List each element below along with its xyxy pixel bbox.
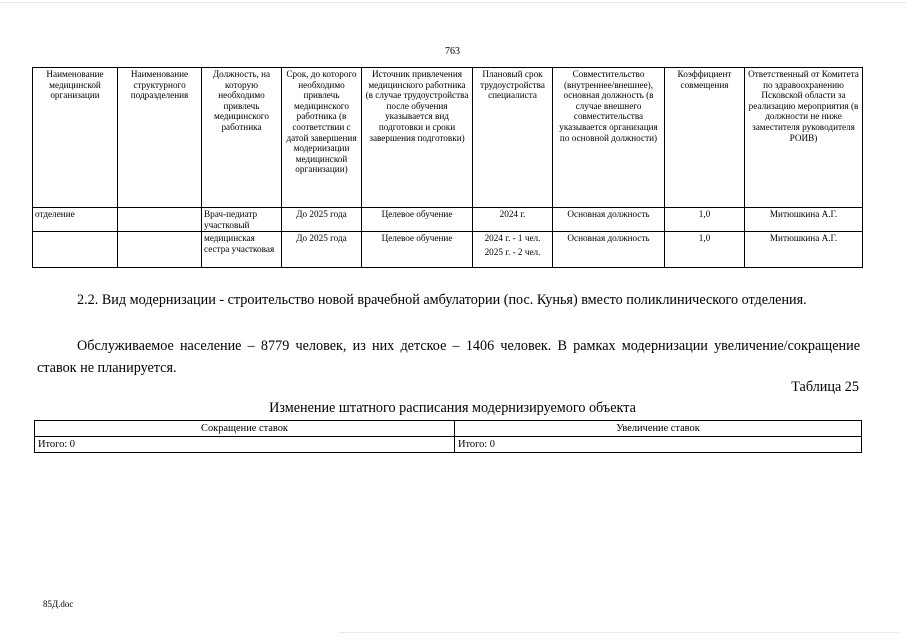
- header-source: Источник привлечения медицинского работника (в случае трудоустройства после обучения указывается вид подготовки и сроки завершения подготовки): [362, 68, 473, 208]
- header-position: Должность, на которую необходимо привлечь медицинского работника: [202, 68, 282, 208]
- cell-combination: Основная должность: [553, 208, 665, 232]
- header-combination: Совместительство (внутреннее/внешнее), основная должность (в случае внешнего совместительства указывается организация по основной должности): [553, 68, 665, 208]
- header-responsible: Ответственный от Комитета по здравоохранению Псковской области за реализацию мероприятия (в должности не ниже заместителя руководителя РОИВ): [745, 68, 863, 208]
- cell-coefficient: 1,0: [665, 232, 745, 268]
- paragraph-text: 2.2. Вид модернизации - строительство новой врачебной амбулатории (пос. Кунья) вместо поликлинического отделения.: [77, 292, 807, 308]
- cell-position: Врач-педиатр участковый: [202, 208, 282, 232]
- header-coefficient: Коэффициент совмещения: [665, 68, 745, 208]
- header-increase: Увеличение ставок: [455, 421, 862, 437]
- cell-position: медицинская сестра участковая: [202, 232, 282, 268]
- header-reduction: Сокращение ставок: [35, 421, 455, 437]
- header-subdivision: Наименование структурного подразделения: [118, 68, 202, 208]
- cell-responsible: Митюшкина А.Г.: [745, 232, 863, 268]
- staff-changes-table: [34, 420, 862, 453]
- cell-total-increase: Итого: 0: [455, 437, 862, 453]
- cell-combination: Основная должность: [553, 232, 665, 268]
- header-deadline: Срок, до которого необходимо привлечь медицинского работника (в соответствии с датой завершения модернизации медицинской организации): [282, 68, 362, 208]
- footer-filename: 85Д.doc: [43, 599, 74, 609]
- cell-subdivision: [118, 232, 202, 268]
- staffing-table: [32, 67, 863, 268]
- scan-edge-top: [0, 2, 905, 7]
- cell-org: [33, 232, 118, 268]
- cell-deadline: До 2025 года: [282, 232, 362, 268]
- paragraph-modernization-type: [37, 289, 860, 311]
- cell-coefficient: 1,0: [665, 208, 745, 232]
- table-number: Таблица 25: [791, 379, 859, 395]
- paragraph-text: Обслуживаемое население – 8779 человек, из них детское – 1406 человек. В рамках модернизации увеличение/сокращение ставок не планируется.: [37, 338, 860, 376]
- cell-source: Целевое обучение: [362, 208, 473, 232]
- page-number: 763: [445, 46, 460, 57]
- planned-date-line: 2024 г.: [499, 209, 526, 219]
- cell-org: отделение: [33, 208, 118, 232]
- header-planned-date: Плановый срок трудоустройства специалиста: [473, 68, 553, 208]
- planned-date-line: 2025 г. - 2 чел.: [484, 246, 541, 257]
- header-org: Наименование медицинской организации: [33, 68, 118, 208]
- cell-deadline: До 2025 года: [282, 208, 362, 232]
- planned-date-line: 2024 г. - 1 чел.: [484, 233, 541, 244]
- table-row: [35, 437, 862, 453]
- cell-subdivision: [118, 208, 202, 232]
- cell-source: Целевое обучение: [362, 232, 473, 268]
- cell-total-reduction: Итого: 0: [35, 437, 455, 453]
- cell-planned-date: [473, 208, 553, 232]
- table-header-row: [33, 68, 863, 208]
- cell-planned-date: [473, 232, 553, 268]
- table-row: [33, 208, 863, 232]
- table-header-row: [35, 421, 862, 437]
- scan-edge-bottom: [340, 632, 900, 637]
- cell-responsible: Митюшкина А.Г.: [745, 208, 863, 232]
- table-title: Изменение штатного расписания модернизируемого объекта: [269, 400, 636, 416]
- table-row: [33, 232, 863, 268]
- paragraph-population: [37, 335, 860, 379]
